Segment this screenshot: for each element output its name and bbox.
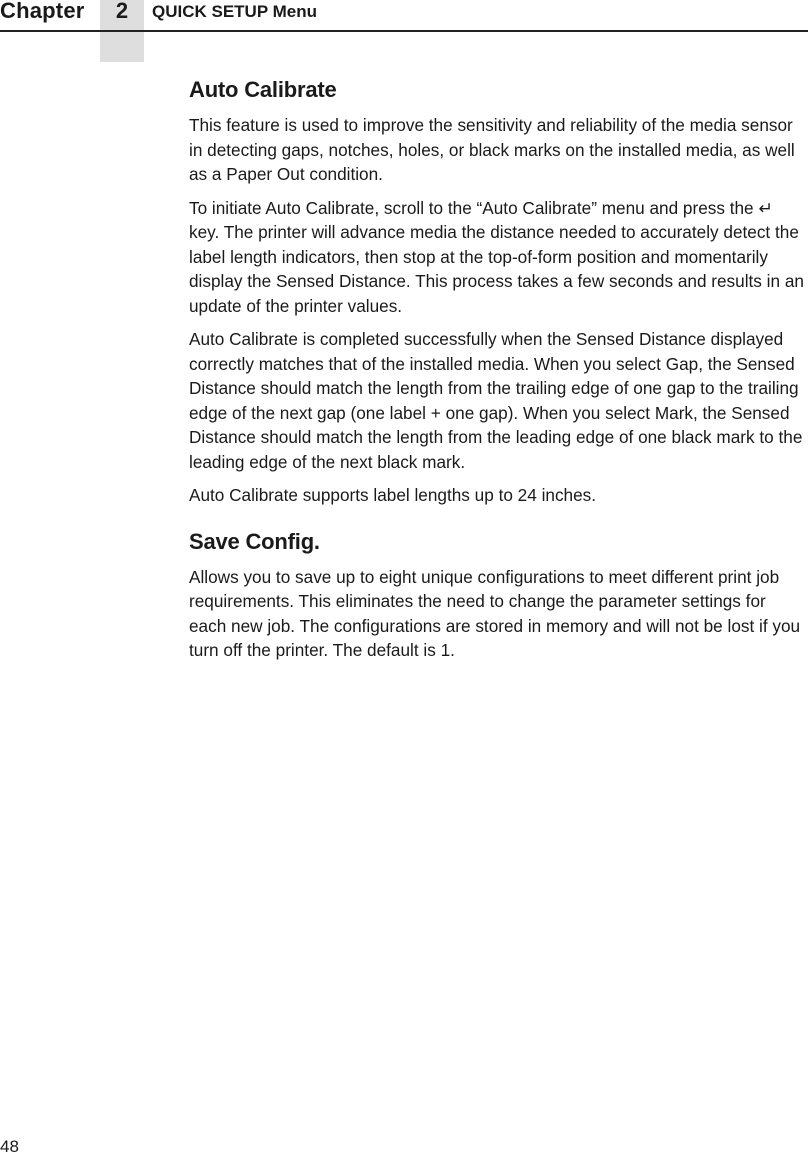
chapter-label: Chapter: [0, 0, 85, 23]
section-heading: Save Config.: [189, 528, 320, 554]
paragraph: Auto Calibrate is completed successfully when the Sensed Distance displayed correctly matches that of the installed media. When you select Gap, the Sensed Distance should match the length from the trailing edge of one gap to the trailing edge of the next gap (one label + one gap). When you select Mark, the Sensed Distance should match the length from the leading edge of one black mark to the leading edge of the next black mark.: [189, 329, 803, 472]
header-divider: [0, 30, 808, 32]
paragraph: Allows you to save up to eight unique configurations to meet different print job requirements. This eliminates the need to change the parameter settings for each new job. The configurations are stored in memory and will not be lost if you turn off the printer. The default is 1.: [189, 566, 801, 660]
chapter-number: 2: [115, 0, 129, 23]
section-auto-calibrate: [189, 76, 805, 508]
paragraph: To initiate Auto Calibrate, scroll to the “Auto Calibrate” menu and press the ↵ key. The printer will advance media the distance needed to accurately detect the label length indicators, then stop at the top-of-form position and momentarily display the Sensed Distance. This process takes a few seconds and results in an update of the printer values.: [189, 197, 804, 316]
paragraph: Auto Calibrate supports label lengths up to 24 inches.: [189, 485, 597, 505]
section-save-config: [189, 528, 805, 663]
page-number: 48: [0, 1137, 19, 1156]
running-header-title: QUICK SETUP Menu: [152, 2, 317, 21]
section-heading: Auto Calibrate: [189, 77, 337, 102]
paragraph: This feature is used to improve the sensitivity and reliability of the media sensor in detecting gaps, notches, holes, or black marks on the installed media, as well as a Paper Out condition.: [189, 115, 795, 184]
page-body: [189, 76, 805, 672]
page-header: [0, 0, 808, 62]
